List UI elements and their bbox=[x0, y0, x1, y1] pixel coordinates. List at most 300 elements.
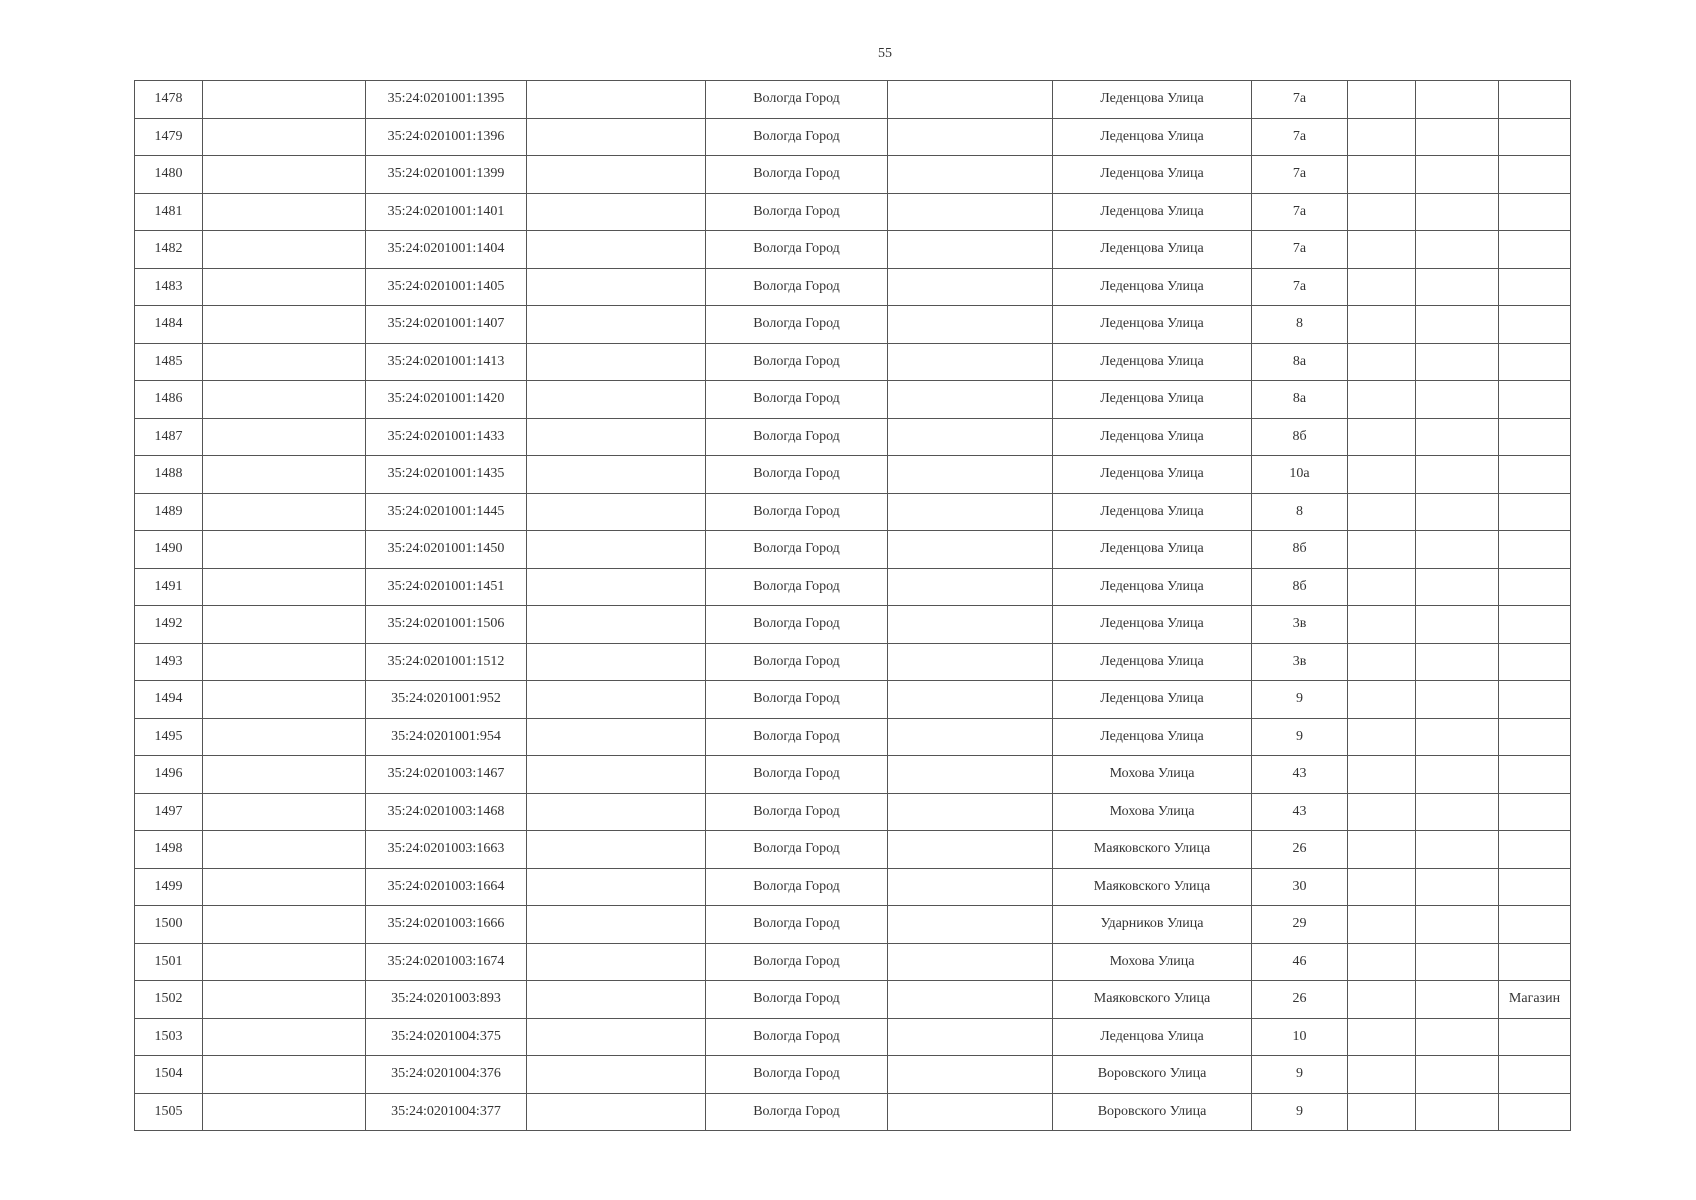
house-number-cell: 7а bbox=[1252, 268, 1348, 306]
blank-cell-6 bbox=[888, 118, 1053, 156]
blank-cell-10 bbox=[1416, 193, 1499, 231]
blank-cell-4 bbox=[527, 456, 706, 494]
purpose-cell bbox=[1499, 493, 1571, 531]
street-cell: Леденцова Улица bbox=[1053, 193, 1252, 231]
blank-cell-9 bbox=[1348, 156, 1416, 194]
blank-cell-9 bbox=[1348, 193, 1416, 231]
blank-cell-2 bbox=[203, 906, 366, 944]
house-number-cell: 30 bbox=[1252, 868, 1348, 906]
city-cell: Вологда Город bbox=[706, 681, 888, 719]
cadastral-number-cell: 35:24:0201004:376 bbox=[366, 1056, 527, 1094]
blank-cell-10 bbox=[1416, 493, 1499, 531]
cadastral-number-cell: 35:24:0201001:1413 bbox=[366, 343, 527, 381]
row-number-cell: 1489 bbox=[135, 493, 203, 531]
row-number-cell: 1496 bbox=[135, 756, 203, 794]
street-cell: Леденцова Улица bbox=[1053, 681, 1252, 719]
blank-cell-4 bbox=[527, 981, 706, 1019]
cadastral-number-cell: 35:24:0201001:1451 bbox=[366, 568, 527, 606]
table-row bbox=[135, 343, 1571, 381]
purpose-cell bbox=[1499, 793, 1571, 831]
house-number-cell: 8а bbox=[1252, 343, 1348, 381]
table-row bbox=[135, 456, 1571, 494]
purpose-cell bbox=[1499, 943, 1571, 981]
street-cell: Леденцова Улица bbox=[1053, 343, 1252, 381]
house-number-cell: 46 bbox=[1252, 943, 1348, 981]
purpose-cell bbox=[1499, 118, 1571, 156]
house-number-cell: 26 bbox=[1252, 981, 1348, 1019]
cadastral-number-cell: 35:24:0201001:1512 bbox=[366, 643, 527, 681]
blank-cell-2 bbox=[203, 81, 366, 119]
cadastral-number-cell: 35:24:0201004:375 bbox=[366, 1018, 527, 1056]
blank-cell-9 bbox=[1348, 718, 1416, 756]
blank-cell-10 bbox=[1416, 643, 1499, 681]
blank-cell-6 bbox=[888, 568, 1053, 606]
purpose-cell bbox=[1499, 418, 1571, 456]
blank-cell-2 bbox=[203, 981, 366, 1019]
cadastral-number-cell: 35:24:0201001:954 bbox=[366, 718, 527, 756]
house-number-cell: 7а bbox=[1252, 118, 1348, 156]
purpose-cell bbox=[1499, 231, 1571, 269]
table-row bbox=[135, 1056, 1571, 1094]
blank-cell-6 bbox=[888, 231, 1053, 269]
blank-cell-9 bbox=[1348, 1018, 1416, 1056]
blank-cell-6 bbox=[888, 906, 1053, 944]
city-cell: Вологда Город bbox=[706, 1018, 888, 1056]
blank-cell-4 bbox=[527, 606, 706, 644]
city-cell: Вологда Город bbox=[706, 306, 888, 344]
house-number-cell: 7а bbox=[1252, 156, 1348, 194]
blank-cell-10 bbox=[1416, 943, 1499, 981]
cadastral-number-cell: 35:24:0201001:1445 bbox=[366, 493, 527, 531]
row-number-cell: 1491 bbox=[135, 568, 203, 606]
blank-cell-6 bbox=[888, 193, 1053, 231]
house-number-cell: 8б bbox=[1252, 568, 1348, 606]
house-number-cell: 9 bbox=[1252, 1056, 1348, 1094]
blank-cell-2 bbox=[203, 531, 366, 569]
blank-cell-2 bbox=[203, 868, 366, 906]
street-cell: Леденцова Улица bbox=[1053, 643, 1252, 681]
page-number: 55 bbox=[878, 46, 892, 61]
city-cell: Вологда Город bbox=[706, 1093, 888, 1131]
street-cell: Воровского Улица bbox=[1053, 1056, 1252, 1094]
blank-cell-4 bbox=[527, 756, 706, 794]
cadastral-number-cell: 35:24:0201003:1663 bbox=[366, 831, 527, 869]
blank-cell-6 bbox=[888, 1018, 1053, 1056]
table-row bbox=[135, 1093, 1571, 1131]
blank-cell-2 bbox=[203, 418, 366, 456]
house-number-cell: 10 bbox=[1252, 1018, 1348, 1056]
blank-cell-10 bbox=[1416, 418, 1499, 456]
city-cell: Вологда Город bbox=[706, 793, 888, 831]
house-number-cell: 7а bbox=[1252, 193, 1348, 231]
table-row bbox=[135, 231, 1571, 269]
house-number-cell: 8б bbox=[1252, 531, 1348, 569]
city-cell: Вологда Город bbox=[706, 493, 888, 531]
blank-cell-2 bbox=[203, 193, 366, 231]
house-number-cell: 26 bbox=[1252, 831, 1348, 869]
table-row bbox=[135, 606, 1571, 644]
blank-cell-2 bbox=[203, 643, 366, 681]
purpose-cell bbox=[1499, 193, 1571, 231]
cadastral-number-cell: 35:24:0201001:1399 bbox=[366, 156, 527, 194]
house-number-cell: 3в bbox=[1252, 643, 1348, 681]
blank-cell-6 bbox=[888, 418, 1053, 456]
blank-cell-4 bbox=[527, 681, 706, 719]
blank-cell-2 bbox=[203, 1018, 366, 1056]
city-cell: Вологда Город bbox=[706, 606, 888, 644]
street-cell: Леденцова Улица bbox=[1053, 568, 1252, 606]
row-number-cell: 1484 bbox=[135, 306, 203, 344]
blank-cell-9 bbox=[1348, 943, 1416, 981]
table-row bbox=[135, 681, 1571, 719]
blank-cell-9 bbox=[1348, 268, 1416, 306]
cadastral-number-cell: 35:24:0201001:1405 bbox=[366, 268, 527, 306]
purpose-cell bbox=[1499, 456, 1571, 494]
city-cell: Вологда Город bbox=[706, 531, 888, 569]
row-number-cell: 1493 bbox=[135, 643, 203, 681]
purpose-cell bbox=[1499, 756, 1571, 794]
blank-cell-6 bbox=[888, 793, 1053, 831]
row-number-cell: 1502 bbox=[135, 981, 203, 1019]
blank-cell-10 bbox=[1416, 156, 1499, 194]
cadastral-number-cell: 35:24:0201001:1404 bbox=[366, 231, 527, 269]
row-number-cell: 1482 bbox=[135, 231, 203, 269]
house-number-cell: 43 bbox=[1252, 756, 1348, 794]
blank-cell-4 bbox=[527, 831, 706, 869]
blank-cell-10 bbox=[1416, 343, 1499, 381]
house-number-cell: 9 bbox=[1252, 1093, 1348, 1131]
row-number-cell: 1497 bbox=[135, 793, 203, 831]
blank-cell-10 bbox=[1416, 306, 1499, 344]
blank-cell-6 bbox=[888, 306, 1053, 344]
purpose-cell bbox=[1499, 1093, 1571, 1131]
cadastral-number-cell: 35:24:0201003:1664 bbox=[366, 868, 527, 906]
blank-cell-9 bbox=[1348, 231, 1416, 269]
blank-cell-10 bbox=[1416, 531, 1499, 569]
city-cell: Вологда Город bbox=[706, 568, 888, 606]
blank-cell-2 bbox=[203, 1093, 366, 1131]
blank-cell-4 bbox=[527, 343, 706, 381]
street-cell: Леденцова Улица bbox=[1053, 718, 1252, 756]
street-cell: Леденцова Улица bbox=[1053, 118, 1252, 156]
row-number-cell: 1504 bbox=[135, 1056, 203, 1094]
row-number-cell: 1495 bbox=[135, 718, 203, 756]
blank-cell-9 bbox=[1348, 381, 1416, 419]
cadastral-number-cell: 35:24:0201003:893 bbox=[366, 981, 527, 1019]
blank-cell-10 bbox=[1416, 1018, 1499, 1056]
city-cell: Вологда Город bbox=[706, 193, 888, 231]
street-cell: Леденцова Улица bbox=[1053, 531, 1252, 569]
blank-cell-9 bbox=[1348, 306, 1416, 344]
blank-cell-6 bbox=[888, 831, 1053, 869]
blank-cell-10 bbox=[1416, 868, 1499, 906]
blank-cell-10 bbox=[1416, 681, 1499, 719]
city-cell: Вологда Город bbox=[706, 156, 888, 194]
row-number-cell: 1494 bbox=[135, 681, 203, 719]
blank-cell-6 bbox=[888, 606, 1053, 644]
blank-cell-4 bbox=[527, 193, 706, 231]
city-cell: Вологда Город bbox=[706, 343, 888, 381]
house-number-cell: 9 bbox=[1252, 718, 1348, 756]
street-cell: Леденцова Улица bbox=[1053, 306, 1252, 344]
city-cell: Вологда Город bbox=[706, 381, 888, 419]
cadastral-number-cell: 35:24:0201001:1396 bbox=[366, 118, 527, 156]
table-row bbox=[135, 81, 1571, 119]
table-row bbox=[135, 381, 1571, 419]
street-cell: Мохова Улица bbox=[1053, 943, 1252, 981]
blank-cell-6 bbox=[888, 381, 1053, 419]
house-number-cell: 3в bbox=[1252, 606, 1348, 644]
blank-cell-2 bbox=[203, 568, 366, 606]
blank-cell-2 bbox=[203, 381, 366, 419]
purpose-cell bbox=[1499, 718, 1571, 756]
blank-cell-10 bbox=[1416, 118, 1499, 156]
blank-cell-2 bbox=[203, 793, 366, 831]
blank-cell-10 bbox=[1416, 981, 1499, 1019]
blank-cell-6 bbox=[888, 81, 1053, 119]
street-cell: Ударников Улица bbox=[1053, 906, 1252, 944]
blank-cell-4 bbox=[527, 568, 706, 606]
blank-cell-4 bbox=[527, 643, 706, 681]
blank-cell-6 bbox=[888, 1056, 1053, 1094]
blank-cell-9 bbox=[1348, 981, 1416, 1019]
city-cell: Вологда Город bbox=[706, 1056, 888, 1094]
table-row bbox=[135, 118, 1571, 156]
cadastral-number-cell: 35:24:0201001:1435 bbox=[366, 456, 527, 494]
blank-cell-10 bbox=[1416, 606, 1499, 644]
cadastral-number-cell: 35:24:0201001:952 bbox=[366, 681, 527, 719]
blank-cell-9 bbox=[1348, 756, 1416, 794]
purpose-cell bbox=[1499, 1018, 1571, 1056]
blank-cell-6 bbox=[888, 943, 1053, 981]
city-cell: Вологда Город bbox=[706, 118, 888, 156]
blank-cell-4 bbox=[527, 718, 706, 756]
table-row bbox=[135, 1018, 1571, 1056]
row-number-cell: 1500 bbox=[135, 906, 203, 944]
purpose-cell: Магазин bbox=[1499, 981, 1571, 1019]
blank-cell-6 bbox=[888, 643, 1053, 681]
blank-cell-9 bbox=[1348, 568, 1416, 606]
city-cell: Вологда Город bbox=[706, 81, 888, 119]
purpose-cell bbox=[1499, 1056, 1571, 1094]
blank-cell-10 bbox=[1416, 906, 1499, 944]
street-cell: Леденцова Улица bbox=[1053, 268, 1252, 306]
blank-cell-9 bbox=[1348, 681, 1416, 719]
cadastral-number-cell: 35:24:0201001:1433 bbox=[366, 418, 527, 456]
blank-cell-10 bbox=[1416, 1093, 1499, 1131]
blank-cell-9 bbox=[1348, 793, 1416, 831]
row-number-cell: 1478 bbox=[135, 81, 203, 119]
table-row bbox=[135, 493, 1571, 531]
house-number-cell: 43 bbox=[1252, 793, 1348, 831]
cadastral-number-cell: 35:24:0201001:1450 bbox=[366, 531, 527, 569]
street-cell: Мохова Улица bbox=[1053, 756, 1252, 794]
cadastral-number-cell: 35:24:0201001:1401 bbox=[366, 193, 527, 231]
row-number-cell: 1501 bbox=[135, 943, 203, 981]
street-cell: Леденцова Улица bbox=[1053, 231, 1252, 269]
blank-cell-10 bbox=[1416, 231, 1499, 269]
table-row bbox=[135, 156, 1571, 194]
blank-cell-10 bbox=[1416, 568, 1499, 606]
row-number-cell: 1487 bbox=[135, 418, 203, 456]
blank-cell-4 bbox=[527, 493, 706, 531]
row-number-cell: 1498 bbox=[135, 831, 203, 869]
street-cell: Леденцова Улица bbox=[1053, 493, 1252, 531]
blank-cell-6 bbox=[888, 718, 1053, 756]
table-body bbox=[135, 81, 1571, 1131]
blank-cell-9 bbox=[1348, 456, 1416, 494]
purpose-cell bbox=[1499, 606, 1571, 644]
blank-cell-10 bbox=[1416, 793, 1499, 831]
row-number-cell: 1503 bbox=[135, 1018, 203, 1056]
table-row bbox=[135, 568, 1571, 606]
blank-cell-4 bbox=[527, 156, 706, 194]
blank-cell-9 bbox=[1348, 81, 1416, 119]
purpose-cell bbox=[1499, 306, 1571, 344]
table-row bbox=[135, 643, 1571, 681]
cadastral-number-cell: 35:24:0201001:1420 bbox=[366, 381, 527, 419]
table-row bbox=[135, 718, 1571, 756]
street-cell: Маяковского Улица bbox=[1053, 868, 1252, 906]
city-cell: Вологда Город bbox=[706, 868, 888, 906]
purpose-cell bbox=[1499, 906, 1571, 944]
blank-cell-2 bbox=[203, 343, 366, 381]
blank-cell-6 bbox=[888, 268, 1053, 306]
blank-cell-6 bbox=[888, 156, 1053, 194]
cadastral-number-cell: 35:24:0201003:1674 bbox=[366, 943, 527, 981]
blank-cell-9 bbox=[1348, 493, 1416, 531]
registry-table bbox=[134, 80, 1571, 1131]
blank-cell-6 bbox=[888, 531, 1053, 569]
house-number-cell: 8б bbox=[1252, 418, 1348, 456]
street-cell: Леденцова Улица bbox=[1053, 81, 1252, 119]
street-cell: Леденцова Улица bbox=[1053, 1018, 1252, 1056]
blank-cell-4 bbox=[527, 1056, 706, 1094]
purpose-cell bbox=[1499, 831, 1571, 869]
house-number-cell: 8а bbox=[1252, 381, 1348, 419]
blank-cell-6 bbox=[888, 493, 1053, 531]
blank-cell-2 bbox=[203, 718, 366, 756]
table-row bbox=[135, 981, 1571, 1019]
street-cell: Леденцова Улица bbox=[1053, 418, 1252, 456]
blank-cell-9 bbox=[1348, 906, 1416, 944]
blank-cell-10 bbox=[1416, 81, 1499, 119]
blank-cell-2 bbox=[203, 831, 366, 869]
blank-cell-9 bbox=[1348, 868, 1416, 906]
blank-cell-2 bbox=[203, 493, 366, 531]
house-number-cell: 8 bbox=[1252, 493, 1348, 531]
blank-cell-6 bbox=[888, 981, 1053, 1019]
blank-cell-4 bbox=[527, 1018, 706, 1056]
street-cell: Мохова Улица bbox=[1053, 793, 1252, 831]
blank-cell-4 bbox=[527, 793, 706, 831]
blank-cell-2 bbox=[203, 306, 366, 344]
table-row bbox=[135, 193, 1571, 231]
table-row bbox=[135, 306, 1571, 344]
blank-cell-2 bbox=[203, 156, 366, 194]
house-number-cell: 10а bbox=[1252, 456, 1348, 494]
row-number-cell: 1505 bbox=[135, 1093, 203, 1131]
row-number-cell: 1488 bbox=[135, 456, 203, 494]
city-cell: Вологда Город bbox=[706, 643, 888, 681]
blank-cell-4 bbox=[527, 306, 706, 344]
blank-cell-4 bbox=[527, 231, 706, 269]
blank-cell-4 bbox=[527, 381, 706, 419]
table-row bbox=[135, 531, 1571, 569]
cadastral-number-cell: 35:24:0201001:1407 bbox=[366, 306, 527, 344]
blank-cell-4 bbox=[527, 81, 706, 119]
blank-cell-9 bbox=[1348, 118, 1416, 156]
city-cell: Вологда Город bbox=[706, 981, 888, 1019]
blank-cell-4 bbox=[527, 1093, 706, 1131]
cadastral-number-cell: 35:24:0201004:377 bbox=[366, 1093, 527, 1131]
blank-cell-6 bbox=[888, 756, 1053, 794]
blank-cell-9 bbox=[1348, 343, 1416, 381]
city-cell: Вологда Город bbox=[706, 268, 888, 306]
house-number-cell: 9 bbox=[1252, 681, 1348, 719]
row-number-cell: 1485 bbox=[135, 343, 203, 381]
street-cell: Леденцова Улица bbox=[1053, 156, 1252, 194]
row-number-cell: 1479 bbox=[135, 118, 203, 156]
blank-cell-10 bbox=[1416, 268, 1499, 306]
cadastral-number-cell: 35:24:0201003:1468 bbox=[366, 793, 527, 831]
blank-cell-4 bbox=[527, 118, 706, 156]
city-cell: Вологда Город bbox=[706, 906, 888, 944]
blank-cell-9 bbox=[1348, 831, 1416, 869]
house-number-cell: 7а bbox=[1252, 81, 1348, 119]
blank-cell-4 bbox=[527, 906, 706, 944]
purpose-cell bbox=[1499, 343, 1571, 381]
blank-cell-6 bbox=[888, 1093, 1053, 1131]
cadastral-number-cell: 35:24:0201003:1467 bbox=[366, 756, 527, 794]
blank-cell-2 bbox=[203, 681, 366, 719]
blank-cell-2 bbox=[203, 756, 366, 794]
blank-cell-2 bbox=[203, 268, 366, 306]
street-cell: Леденцова Улица bbox=[1053, 456, 1252, 494]
blank-cell-9 bbox=[1348, 1093, 1416, 1131]
cadastral-number-cell: 35:24:0201001:1506 bbox=[366, 606, 527, 644]
blank-cell-6 bbox=[888, 456, 1053, 494]
table-row bbox=[135, 943, 1571, 981]
table-row bbox=[135, 268, 1571, 306]
blank-cell-9 bbox=[1348, 1056, 1416, 1094]
blank-cell-2 bbox=[203, 231, 366, 269]
street-cell: Маяковского Улица bbox=[1053, 981, 1252, 1019]
blank-cell-6 bbox=[888, 343, 1053, 381]
city-cell: Вологда Город bbox=[706, 831, 888, 869]
blank-cell-9 bbox=[1348, 606, 1416, 644]
row-number-cell: 1481 bbox=[135, 193, 203, 231]
row-number-cell: 1486 bbox=[135, 381, 203, 419]
blank-cell-9 bbox=[1348, 418, 1416, 456]
table-row bbox=[135, 906, 1571, 944]
blank-cell-10 bbox=[1416, 831, 1499, 869]
row-number-cell: 1499 bbox=[135, 868, 203, 906]
blank-cell-2 bbox=[203, 943, 366, 981]
row-number-cell: 1480 bbox=[135, 156, 203, 194]
street-cell: Леденцова Улица bbox=[1053, 606, 1252, 644]
street-cell: Леденцова Улица bbox=[1053, 381, 1252, 419]
purpose-cell bbox=[1499, 81, 1571, 119]
row-number-cell: 1490 bbox=[135, 531, 203, 569]
city-cell: Вологда Город bbox=[706, 943, 888, 981]
house-number-cell: 8 bbox=[1252, 306, 1348, 344]
cadastral-number-cell: 35:24:0201003:1666 bbox=[366, 906, 527, 944]
city-cell: Вологда Город bbox=[706, 756, 888, 794]
street-cell: Воровского Улица bbox=[1053, 1093, 1252, 1131]
purpose-cell bbox=[1499, 156, 1571, 194]
blank-cell-4 bbox=[527, 868, 706, 906]
